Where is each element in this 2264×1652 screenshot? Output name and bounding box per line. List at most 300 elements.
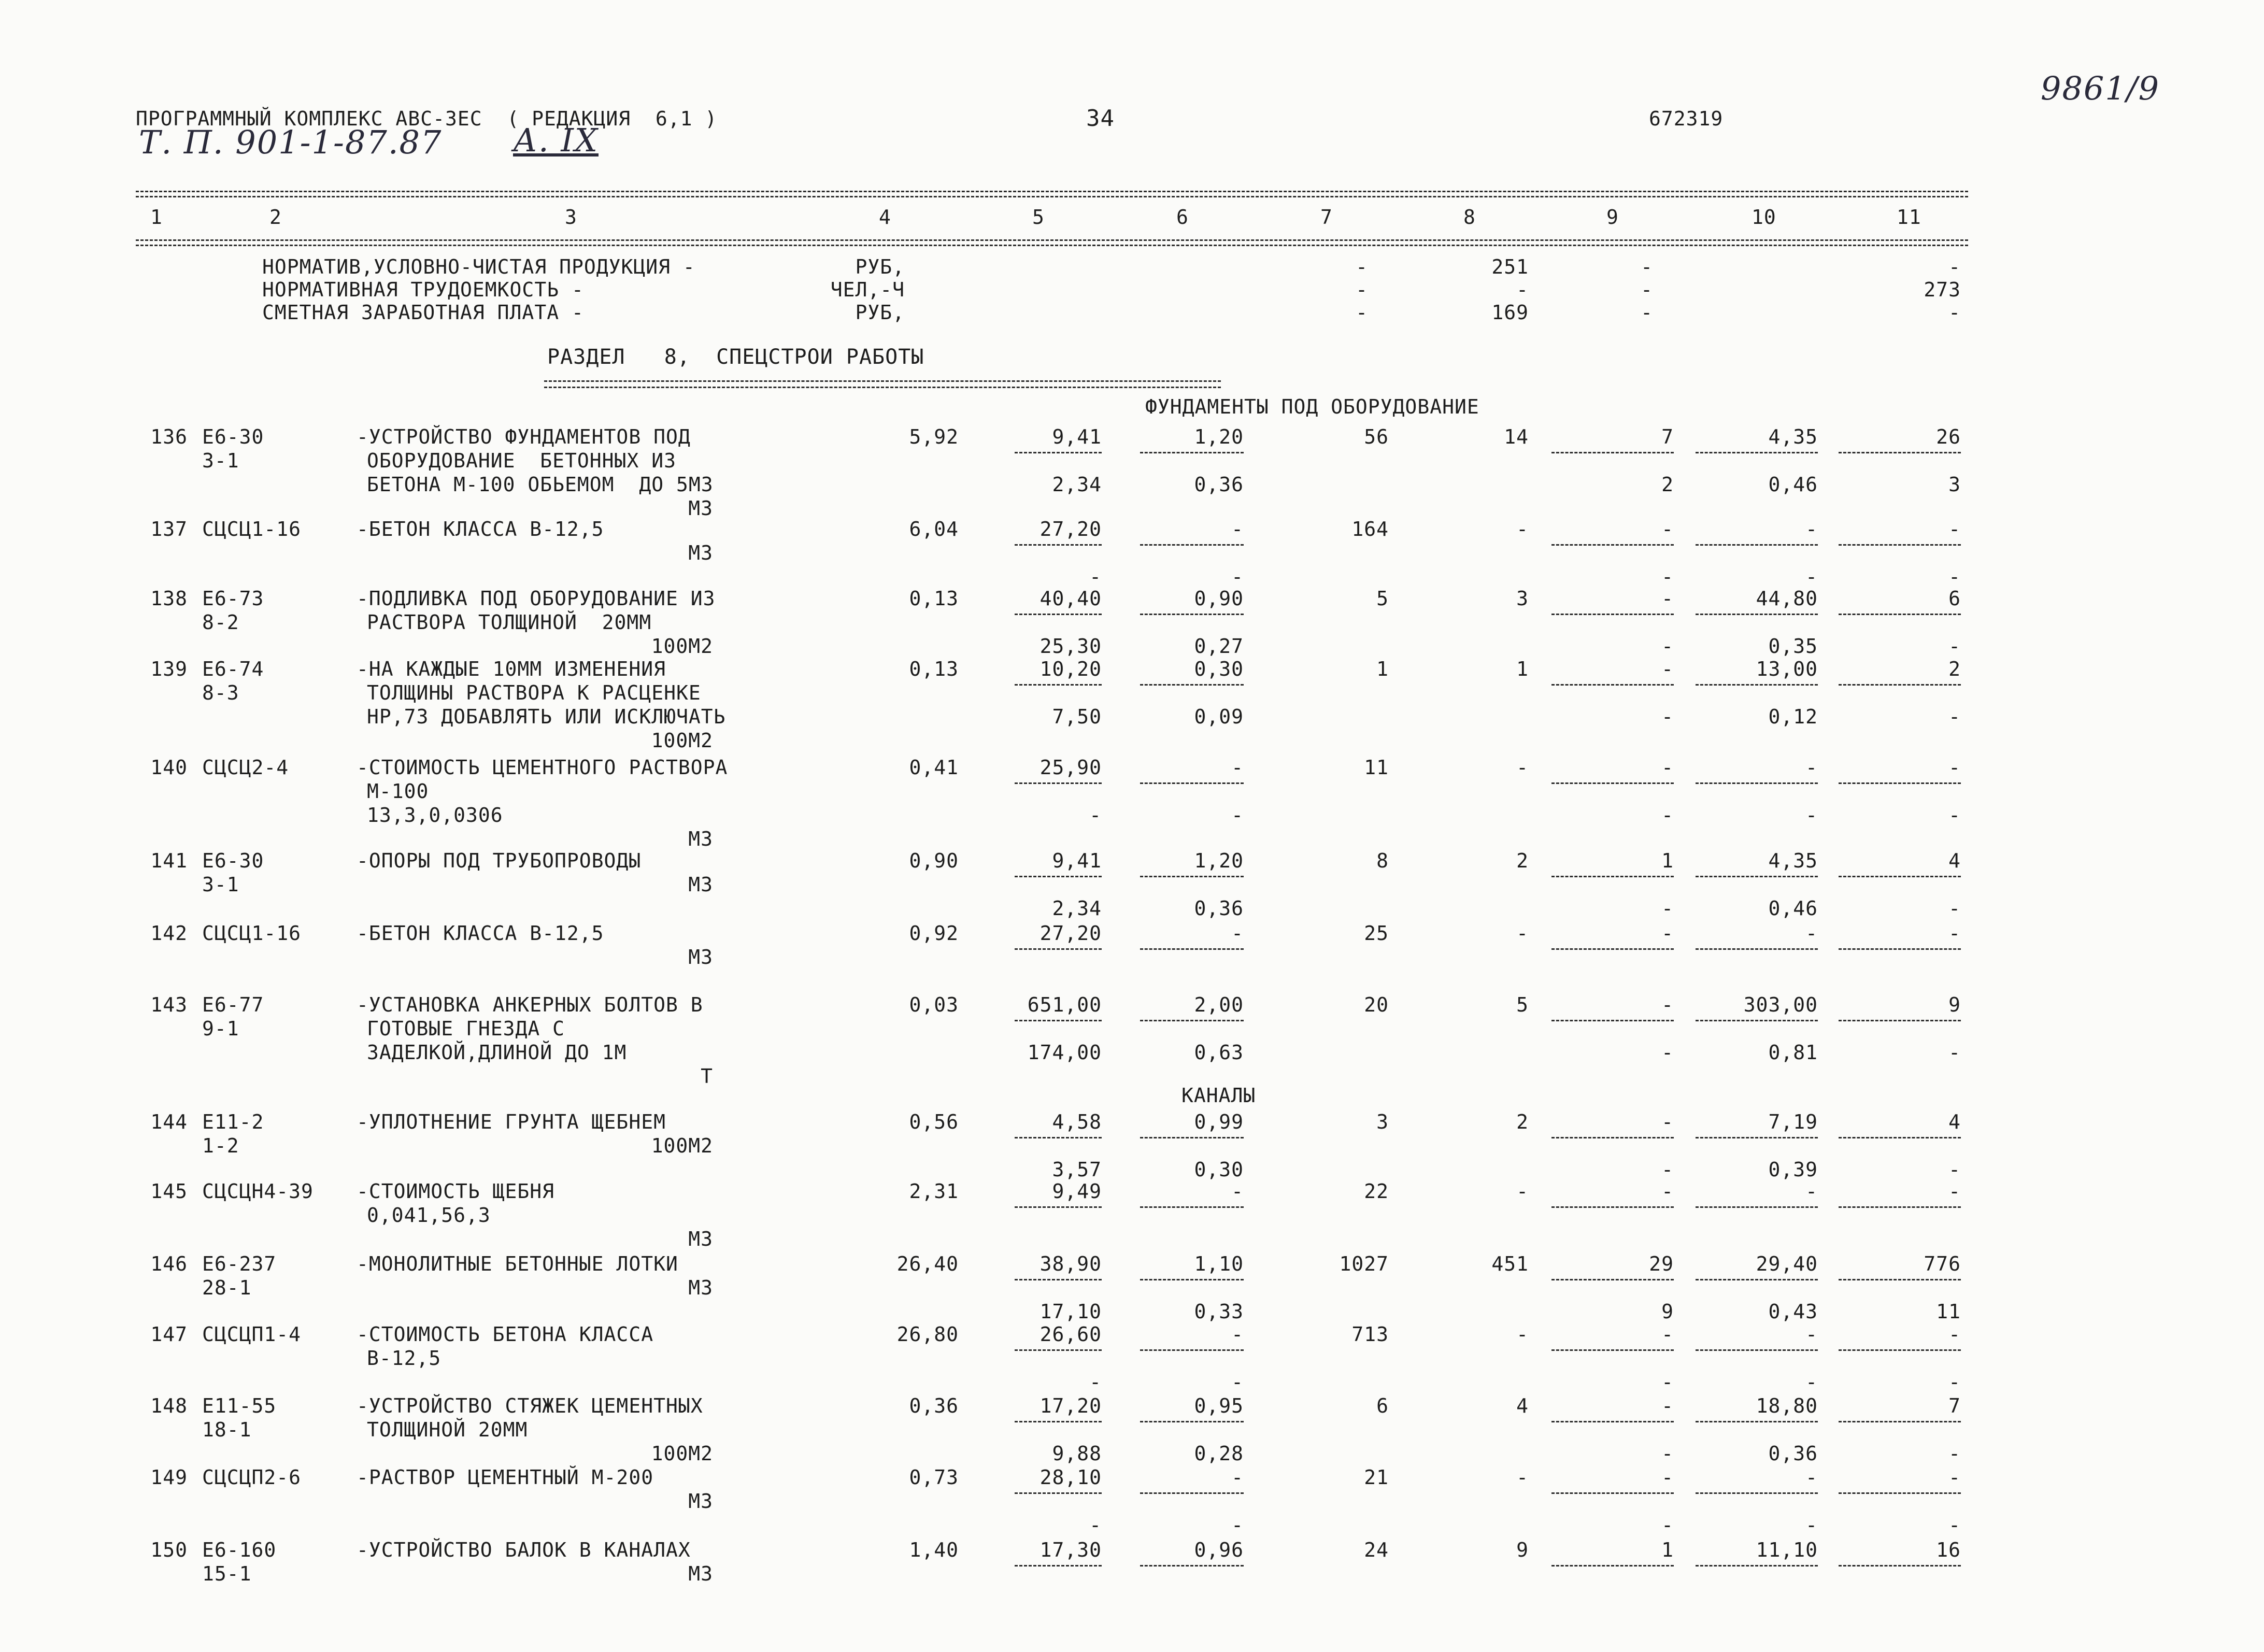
value-separator [1140,452,1244,453]
rate-code: Е6-237 [202,1252,277,1275]
value-separator [1140,1137,1244,1138]
value-separator [1696,684,1818,686]
value-c10: 11,10 [1756,1539,1818,1561]
value-c6: 1,20 [1194,425,1244,448]
column-number: 3 [565,206,577,229]
lower-value-c10: 0,12 [1768,705,1818,728]
row-number: 150 [150,1539,188,1561]
value-separator [1140,544,1244,546]
summary-c9: - [1641,255,1653,278]
value-separator [1140,948,1244,950]
lower-value-c11: - [1948,1514,1961,1536]
row-number: 139 [150,658,188,680]
value-separator [1015,1349,1102,1351]
value-c8: 9 [1516,1539,1529,1561]
handwritten-stamp: 9861/9 [2041,69,2160,107]
unit-of-measure: Т [701,1065,713,1088]
value-c11: 26 [1936,425,1961,448]
summary-c7: - [1356,278,1368,301]
header-rule-top-2 [136,196,1968,197]
value-separator [1696,1020,1818,1021]
rate-code: СЦСЦ2-4 [202,756,289,779]
value-c10: 44,80 [1756,587,1818,610]
value-c11: - [1948,756,1961,779]
rate-code-sub: 8-2 [202,611,239,634]
work-description: ОБОРУДОВАНИЕ БЕТОННЫХ ИЗ [367,449,676,472]
value-c8: 451 [1491,1252,1529,1275]
document-code: 672319 [1649,107,1724,130]
lower-value-c11: - [1948,1158,1961,1181]
value-separator [1015,1492,1102,1494]
rate-code: СЦСЦП1-4 [202,1323,302,1346]
lower-value-c5: - [1089,804,1102,827]
work-description: -БЕТОН КЛАССА В-12,5 [357,518,604,540]
lower-value-c6: - [1231,1371,1244,1393]
lower-value-c5: - [1089,1371,1102,1393]
value-c8: 5 [1516,993,1529,1016]
value-c6: - [1231,756,1244,779]
value-c8: 2 [1516,1110,1529,1133]
value-c11: 4 [1948,849,1961,872]
lower-value-c5: 9,88 [1052,1442,1102,1465]
value-separator [1839,684,1961,686]
value-c9: - [1661,518,1674,540]
value-c5: 40,40 [1040,587,1102,610]
lower-value-c10: - [1805,565,1818,588]
value-c7: 1027 [1339,1252,1389,1275]
value-c6: 0,30 [1194,658,1244,680]
row-number: 137 [150,518,188,540]
rate-code: Е6-77 [202,993,264,1016]
lower-value-c6: - [1231,804,1244,827]
value-c5: 17,30 [1040,1539,1102,1561]
value-separator [1551,1279,1674,1280]
summary-c11: - [1948,301,1961,324]
lower-value-c6: 0,09 [1194,705,1244,728]
value-c10: - [1805,922,1818,945]
lower-value-c9: 2 [1661,473,1674,496]
lower-value-c6: 0,33 [1194,1300,1244,1323]
column-number: 7 [1320,206,1333,229]
lower-value-c11: - [1948,705,1961,728]
value-c7: 164 [1351,518,1389,540]
lower-value-c10: 0,46 [1768,473,1818,496]
lower-value-c10: - [1805,1514,1818,1536]
value-separator [1839,614,1961,615]
value-separator [1015,1565,1102,1566]
lower-value-c10: 0,36 [1768,1442,1818,1465]
unit-of-measure: М3 [688,946,713,969]
value-c4: 0,56 [909,1110,959,1133]
lower-value-c11: - [1948,804,1961,827]
value-c11: - [1948,1323,1961,1346]
value-c10: 4,35 [1768,425,1818,448]
value-c7: 21 [1364,1466,1389,1489]
lower-value-c5: - [1089,565,1102,588]
rate-code-sub: 3-1 [202,449,239,472]
value-separator [1140,1020,1244,1021]
value-separator [1839,1349,1961,1351]
value-c11: 16 [1936,1539,1961,1561]
summary-c9: - [1641,301,1653,324]
value-separator [1140,684,1244,686]
value-c5: 25,90 [1040,756,1102,779]
row-number: 148 [150,1394,188,1417]
value-separator [1140,1492,1244,1494]
value-c9: 29 [1649,1252,1674,1275]
value-c9: - [1661,587,1674,610]
value-separator [1551,1492,1674,1494]
value-c9: 1 [1661,849,1674,872]
value-c10: - [1805,1323,1818,1346]
value-c6: 0,90 [1194,587,1244,610]
summary-label: НОРМАТИВНАЯ ТРУДОЕМКОСТЬ - [262,278,584,301]
value-c10: - [1805,1466,1818,1489]
rate-code: СЦСЦ1-16 [202,922,302,945]
value-c4: 26,40 [896,1252,959,1275]
lower-value-c9: - [1661,635,1674,658]
value-c9: - [1661,1180,1674,1203]
value-c5: 28,10 [1040,1466,1102,1489]
row-number: 136 [150,425,188,448]
work-description: ТОЛЩИНОЙ 20ММ [367,1418,528,1441]
value-c7: 6 [1376,1394,1389,1417]
value-c6: - [1231,518,1244,540]
summary-c7: - [1356,301,1368,324]
work-description: -УПЛОТНЕНИЕ ГРУНТА ЩЕБНЕМ [357,1110,666,1133]
value-separator [1015,544,1102,546]
value-separator [1551,1137,1674,1138]
value-separator [1140,1349,1244,1351]
rate-code: Е11-2 [202,1110,264,1133]
value-c4: 0,13 [909,587,959,610]
value-c4: 26,80 [896,1323,959,1346]
value-c9: - [1661,1466,1674,1489]
value-c9: 7 [1661,425,1674,448]
value-separator [1015,782,1102,784]
lower-value-c6: - [1231,565,1244,588]
lower-value-c11: - [1948,635,1961,658]
column-number: 6 [1176,206,1189,229]
work-description: РАСТВОРА ТОЛЩИНОЙ 20ММ [367,611,652,634]
column-number: 8 [1463,206,1476,229]
rate-code-sub: 8-3 [202,681,239,704]
summary-c8: 169 [1491,301,1529,324]
value-separator [1140,782,1244,784]
lower-value-c10: 0,81 [1768,1041,1818,1064]
lower-value-c6: - [1231,1514,1244,1536]
value-c10: 303,00 [1743,993,1818,1016]
value-separator [1839,1137,1961,1138]
rate-code: СЦСЦ1-16 [202,518,302,540]
value-c5: 27,20 [1040,518,1102,540]
value-c4: 0,90 [909,849,959,872]
summary-c11: 273 [1924,278,1961,301]
value-c4: 0,73 [909,1466,959,1489]
lower-value-c6: 0,28 [1194,1442,1244,1465]
lower-value-c5: 25,30 [1040,635,1102,658]
value-c11: - [1948,1466,1961,1489]
value-separator [1551,614,1674,615]
lower-value-c6: 0,27 [1194,635,1244,658]
value-separator [1140,614,1244,615]
value-separator [1551,1020,1674,1021]
value-c7: 11 [1364,756,1389,779]
value-separator [1551,684,1674,686]
summary-unit: ЧЕЛ,-Ч [830,278,905,301]
lower-value-c9: - [1661,1514,1674,1536]
value-separator [1839,1206,1961,1208]
value-separator [1839,782,1961,784]
rate-code-sub: 1-2 [202,1134,239,1157]
value-c5: 17,20 [1040,1394,1102,1417]
value-c7: 3 [1376,1110,1389,1133]
lower-value-c9: - [1661,897,1674,920]
value-c10: 18,80 [1756,1394,1818,1417]
value-separator [1551,948,1674,950]
value-c6: 1,10 [1194,1252,1244,1275]
value-c4: 6,04 [909,518,959,540]
value-c6: 0,96 [1194,1539,1244,1561]
work-description: ГОТОВЫЕ ГНЕЗДА С [367,1017,565,1040]
value-c7: 24 [1364,1539,1389,1561]
value-separator [1839,948,1961,950]
value-c9: 1 [1661,1539,1674,1561]
row-number: 147 [150,1323,188,1346]
value-c9: - [1661,922,1674,945]
value-c7: 5 [1376,587,1389,610]
lower-value-c9: - [1661,705,1674,728]
header-rule-bottom-2 [136,245,1968,246]
value-c11: 776 [1924,1252,1961,1275]
value-c10: 13,00 [1756,658,1818,680]
work-description: -РАСТВОР ЦЕМЕНТНЫЙ М-200 [357,1466,654,1489]
row-number: 149 [150,1466,188,1489]
rate-code: Е6-30 [202,425,264,448]
rate-code: Е6-73 [202,587,264,610]
unit-of-measure: 100М2 [651,635,713,658]
value-separator [1839,1279,1961,1280]
value-c4: 0,36 [909,1394,959,1417]
unit-of-measure: М3 [688,1562,713,1585]
value-c11: 6 [1948,587,1961,610]
lower-value-c10: - [1805,804,1818,827]
work-description: -СТОИМОСТЬ БЕТОНА КЛАССА [357,1323,654,1346]
rate-code-sub: 3-1 [202,873,239,896]
work-description: М-100 [367,780,429,803]
value-c4: 0,13 [909,658,959,680]
value-c7: 25 [1364,922,1389,945]
value-c9: - [1661,1394,1674,1417]
work-description: -ПОДЛИВКА ПОД ОБОРУДОВАНИЕ ИЗ [357,587,716,610]
rate-code-sub: 28-1 [202,1276,252,1299]
column-number: 9 [1606,206,1619,229]
value-separator [1839,1421,1961,1422]
lower-value-c9: - [1661,1158,1674,1181]
value-separator [1696,876,1818,877]
value-c9: - [1661,658,1674,680]
summary-c11: - [1948,255,1961,278]
column-number: 5 [1032,206,1045,229]
lower-value-c9: - [1661,565,1674,588]
value-separator [1696,1492,1818,1494]
value-separator [1140,1206,1244,1208]
value-c8: 2 [1516,849,1529,872]
value-separator [1839,1020,1961,1021]
lower-value-c11: 11 [1936,1300,1961,1323]
value-separator [1140,1565,1244,1566]
program-title: ПРОГРАММНЫЙ КОМПЛЕКС АВС-ЗЕС ( РЕДАКЦИЯ 6,1 ) [136,107,718,130]
value-c5: 27,20 [1040,922,1102,945]
lower-value-c6: 0,63 [1194,1041,1244,1064]
work-description: -МОНОЛИТНЫЕ БЕТОННЫЕ ЛОТКИ [357,1252,678,1275]
value-separator [1015,876,1102,877]
value-c10: 29,40 [1756,1252,1818,1275]
work-description: 13,3,0,0306 [367,804,503,827]
lower-value-c5: 17,10 [1040,1300,1102,1323]
unit-of-measure: 100М2 [651,729,713,752]
rate-code-sub: 18-1 [202,1418,252,1441]
value-separator [1696,1137,1818,1138]
row-number: 145 [150,1180,188,1203]
value-c7: 8 [1376,849,1389,872]
project-reference: Т. П. 901-1-87.87 [139,123,443,161]
value-c11: - [1948,518,1961,540]
value-separator [1551,876,1674,877]
lower-value-c5: 3,57 [1052,1158,1102,1181]
column-number: 1 [150,206,163,229]
rate-code: Е11-55 [202,1394,277,1417]
value-c11: 4 [1948,1110,1961,1133]
value-separator [1015,1020,1102,1021]
value-separator [1015,684,1102,686]
row-number: 138 [150,587,188,610]
value-c6: 0,99 [1194,1110,1244,1133]
value-c5: 38,90 [1040,1252,1102,1275]
lower-value-c11: - [1948,1371,1961,1393]
value-separator [1551,452,1674,453]
value-c11: 9 [1948,993,1961,1016]
work-description: В-12,5 [367,1347,442,1370]
value-c11: - [1948,922,1961,945]
value-c4: 2,31 [909,1180,959,1203]
value-c11: - [1948,1180,1961,1203]
lower-value-c5: 2,34 [1052,473,1102,496]
value-separator [1839,876,1961,877]
unit-of-measure: 100М2 [651,1134,713,1157]
lower-value-c5: - [1089,1514,1102,1536]
value-c4: 0,03 [909,993,959,1016]
value-c8: - [1516,756,1529,779]
lower-value-c5: 7,50 [1052,705,1102,728]
value-c10: - [1805,518,1818,540]
value-c8: - [1516,1323,1529,1346]
lower-value-c9: - [1661,1041,1674,1064]
value-separator [1015,1137,1102,1138]
value-c7: 22 [1364,1180,1389,1203]
value-c6: 1,20 [1194,849,1244,872]
work-description: -СТОИМОСТЬ ЦЕМЕНТНОГО РАСТВОРА [357,756,728,779]
value-separator [1696,452,1818,453]
value-c5: 9,41 [1052,425,1102,448]
lower-value-c11: - [1948,565,1961,588]
value-separator [1551,544,1674,546]
value-c6: 0,95 [1194,1394,1244,1417]
value-c8: - [1516,1180,1529,1203]
value-separator [1696,1279,1818,1280]
value-c4: 1,40 [909,1539,959,1561]
value-separator [1551,1349,1674,1351]
value-separator [1696,782,1818,784]
lower-value-c9: - [1661,1371,1674,1393]
value-c4: 0,41 [909,756,959,779]
value-separator [1015,614,1102,615]
value-c8: 3 [1516,587,1529,610]
lower-value-c6: 0,36 [1194,897,1244,920]
unit-of-measure: 100М2 [651,1442,713,1465]
summary-unit: РУБ, [855,301,905,324]
value-c10: 7,19 [1768,1110,1818,1133]
summary-c8: 251 [1491,255,1529,278]
row-number: 142 [150,922,188,945]
work-description: 0,041,56,3 [367,1204,491,1227]
header-rule-bottom [136,239,1968,241]
value-separator [1551,782,1674,784]
value-separator [1696,1206,1818,1208]
lower-value-c9: 9 [1661,1300,1674,1323]
unit-of-measure: М3 [688,1490,713,1513]
subsection-channels: КАНАЛЫ [1181,1084,1256,1107]
lower-value-c10: 0,35 [1768,635,1818,658]
value-separator [1015,1421,1102,1422]
summary-label: НОРМАТИВ,УСЛОВНО-ЧИСТАЯ ПРОДУКЦИЯ - [262,255,695,278]
value-c4: 0,92 [909,922,959,945]
rate-code: Е6-160 [202,1539,277,1561]
row-number: 140 [150,756,188,779]
value-c5: 10,20 [1040,658,1102,680]
value-separator [1551,1565,1674,1566]
lower-value-c11: 3 [1948,473,1961,496]
lower-value-c6: 0,36 [1194,473,1244,496]
value-separator [1140,1279,1244,1280]
unit-of-measure: М3 [688,497,713,520]
work-description: -СТОИМОСТЬ ЩЕБНЯ [357,1180,555,1203]
work-description: ЗАДЕЛКОЙ,ДЛИНОЙ ДО 1М [367,1041,627,1064]
value-separator [1696,1565,1818,1566]
value-c5: 9,49 [1052,1180,1102,1203]
column-number: 2 [269,206,282,229]
unit-of-measure: М3 [688,828,713,850]
value-c8: - [1516,1466,1529,1489]
value-c10: - [1805,756,1818,779]
value-separator [1839,452,1961,453]
work-description: -УСТАНОВКА АНКЕРНЫХ БОЛТОВ В [357,993,703,1016]
value-separator [1015,452,1102,453]
value-c6: - [1231,1180,1244,1203]
value-c4: 5,92 [909,425,959,448]
rate-code: Е6-74 [202,658,264,680]
value-c6: - [1231,1323,1244,1346]
value-c11: 2 [1948,658,1961,680]
value-c8: - [1516,922,1529,945]
value-c11: 7 [1948,1394,1961,1417]
value-separator [1140,876,1244,877]
value-c7: 20 [1364,993,1389,1016]
lower-value-c5: 2,34 [1052,897,1102,920]
value-c5: 9,41 [1052,849,1102,872]
value-c9: - [1661,1323,1674,1346]
section-title: РАЗДЕЛ 8, СПЕЦСТРОИ РАБОТЫ [547,345,924,369]
